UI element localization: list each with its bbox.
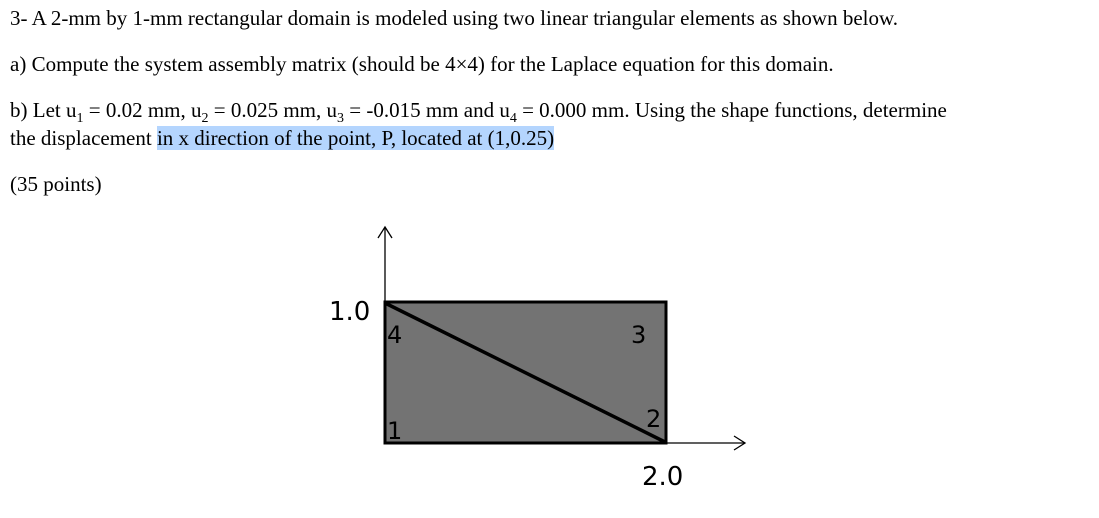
- subscript-4: 4: [509, 111, 517, 127]
- node-label-1: 1: [387, 417, 403, 445]
- part-b-text-0: b) Let u: [10, 98, 77, 122]
- subscript-1: 1: [76, 111, 84, 127]
- part-a-line: a) Compute the system assembly matrix (should be 4×4) for the Laplace equation for this domain.: [10, 52, 834, 76]
- part-b-text-1: = 0.02 mm, u: [83, 98, 202, 122]
- node-label-2: 2: [646, 405, 662, 433]
- part-b-text-3: = -0.015 mm and u: [344, 98, 510, 122]
- node-label-4: 4: [387, 321, 403, 349]
- problem-line-1: 3- A 2-mm by 1-mm rectangular domain is modeled using two linear triangular elements as shown below.: [10, 6, 899, 30]
- subscript-3: 3: [337, 111, 345, 127]
- points-label: (35 points): [10, 172, 102, 196]
- x-axis-label: 2.0: [642, 462, 684, 492]
- part-b-text-2: = 0.025 mm, u: [208, 98, 338, 122]
- selected-text-highlight[interactable]: in x direction of the point, P, located at (1,0.25): [156, 126, 555, 150]
- part-b-plain-text: the displacement: [10, 126, 157, 150]
- part-b-text-4: = 0.000 mm. Using the shape functions, determine: [516, 98, 947, 122]
- subscript-2: 2: [201, 111, 209, 127]
- node-label-3: 3: [631, 321, 647, 349]
- y-axis-label: 1.0: [329, 297, 371, 327]
